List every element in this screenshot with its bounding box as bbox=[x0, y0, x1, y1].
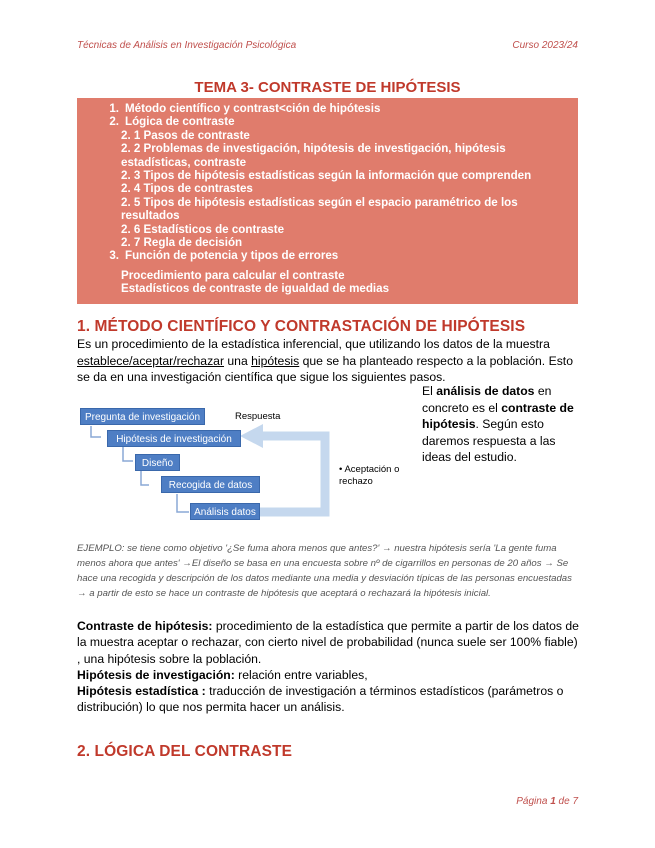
toc-subitem[interactable]: 2. 2 Problemas de investigación, hipótesis de investigación, hipótesis estadísticas, contraste bbox=[121, 142, 506, 169]
toc-subitem[interactable]: 2. 4 Tipos de contrastes bbox=[121, 182, 253, 196]
note-bold: análisis de datos bbox=[436, 384, 535, 398]
intro-underlined-hypothesis: hipótesis bbox=[251, 353, 300, 368]
page-number bbox=[516, 796, 578, 807]
definition-statistical-hypothesis bbox=[77, 683, 583, 716]
step-design: Diseño bbox=[135, 454, 180, 471]
section-1-intro bbox=[77, 336, 581, 386]
toc-extra-item[interactable]: Procedimiento para calcular el contraste bbox=[121, 268, 345, 282]
toc-subitem[interactable]: 2. 6 Estadísticos de contraste bbox=[121, 222, 285, 236]
intro-text: una bbox=[224, 353, 252, 368]
toc-extra-item[interactable]: Estadísticos de contraste de igualdad de medias bbox=[121, 282, 390, 296]
current-page: 1 bbox=[550, 796, 556, 807]
definition-research-hypothesis bbox=[77, 667, 583, 683]
note-text: en concreto es el bbox=[422, 384, 552, 415]
definition-term: Hipótesis estadística : bbox=[77, 684, 206, 699]
intro-text: que se ha planteado respecto a la población. Esto se da en una investigación científica que sigue los siguientes pasos. bbox=[77, 353, 573, 384]
note-bold: contraste de hipótesis bbox=[422, 400, 574, 431]
toc-item-number: 2. bbox=[109, 115, 119, 129]
step-research-hypothesis: Hipótesis de investigación bbox=[107, 430, 241, 447]
toc-item-number: 1. bbox=[109, 102, 119, 115]
toc-item-text: Método científico y contrast<ción de hipótesis bbox=[125, 102, 381, 115]
header-course-name: Técnicas de Análisis en Investigación Psicológica bbox=[77, 40, 297, 51]
definition-text: relación entre variables, bbox=[234, 667, 368, 682]
acceptance-text: Aceptación o rechazo bbox=[339, 464, 400, 487]
toc-item-3[interactable] bbox=[77, 249, 568, 262]
bullet: • bbox=[339, 464, 343, 475]
definition-term: Contraste de hipótesis: bbox=[77, 619, 213, 633]
example-paragraph: EJEMPLO: se tiene como objetivo '¿Se fuma ahora menos que antes?' → nuestra hipótesis sería 'La gente fuma menos ahora que antes' →El diseño se basa en una encuesta sobre nº de cigarrillos en personas de 20 años → Se hace una recogida y descripción de los datos mediante una media y desviación típicas de las personas encuestadas → a partir de esto se hace un contraste de hipótesis que aceptará o rechazará la hipótesis inicial. bbox=[77, 543, 572, 599]
toc-subitem[interactable]: 2. 3 Tipos de hipótesis estadísticas según la información que comprenden bbox=[121, 169, 532, 183]
header-academic-year: Curso 2023/24 bbox=[512, 40, 578, 51]
page-title: TEMA 3- CONTRASTE DE HIPÓTESIS bbox=[194, 79, 461, 96]
definition-term: Hipótesis de investigación: bbox=[77, 667, 235, 682]
toc-item-text: Función de potencia y tipos de errores bbox=[125, 249, 339, 263]
page-label: Página bbox=[516, 796, 551, 807]
toc-subitem[interactable]: 2. 5 Tipos de hipótesis estadísticas según el espacio paramétrico de los resultados bbox=[121, 195, 518, 223]
toc-item-text: Lógica de contraste bbox=[125, 115, 235, 129]
research-process-diagram bbox=[77, 400, 417, 530]
definition-text: procedimiento de la estadística que permite a partir de los datos de la muestra aceptar o rechazar, con cierto nivel de probabilidad (nunca suele ser 100% fiable) , una hipótesis sobre la población. bbox=[77, 619, 579, 666]
step-research-question: Pregunta de investigación bbox=[80, 408, 205, 425]
toc-item-number: 3. bbox=[109, 249, 119, 263]
toc-subitem[interactable]: 2. 7 Regla de decisión bbox=[121, 236, 243, 250]
note-text: . Según esto daremos respuesta a las ideas del estudio. bbox=[422, 417, 556, 464]
table-of-contents bbox=[77, 98, 578, 304]
total-pages: 7 bbox=[572, 796, 578, 807]
definition-text: traducción de investigación a términos estadísticos (parámetros o distribución) lo que nos permita hacer un análisis. bbox=[77, 684, 564, 715]
definition-hypothesis-test bbox=[77, 618, 583, 667]
page-separator: de bbox=[555, 796, 573, 807]
toc-item-1[interactable] bbox=[77, 102, 568, 115]
intro-text: Es un procedimiento de la estadística inferencial, que utilizando los datos de la muestra bbox=[77, 337, 550, 351]
definitions bbox=[77, 618, 583, 716]
answer-label: Respuesta bbox=[235, 411, 281, 422]
toc-subitem[interactable]: 2. 1 Pasos de contraste bbox=[121, 128, 250, 142]
toc-item-2[interactable] bbox=[77, 115, 568, 128]
note-text: El bbox=[422, 384, 437, 398]
section-1-heading: 1. MÉTODO CIENTÍFICO Y CONTRASTACIÓN DE HIPÓTESIS bbox=[77, 318, 526, 335]
step-data-collection: Recogida de datos bbox=[161, 476, 260, 493]
acceptance-rejection-label bbox=[339, 464, 417, 488]
section-2-heading: 2. LÓGICA DEL CONTRASTE bbox=[77, 743, 293, 760]
intro-underlined-verbs: establece/aceptar/rechazar bbox=[77, 353, 225, 368]
data-analysis-note bbox=[422, 383, 582, 466]
step-data-analysis: Análisis datos bbox=[190, 503, 260, 520]
